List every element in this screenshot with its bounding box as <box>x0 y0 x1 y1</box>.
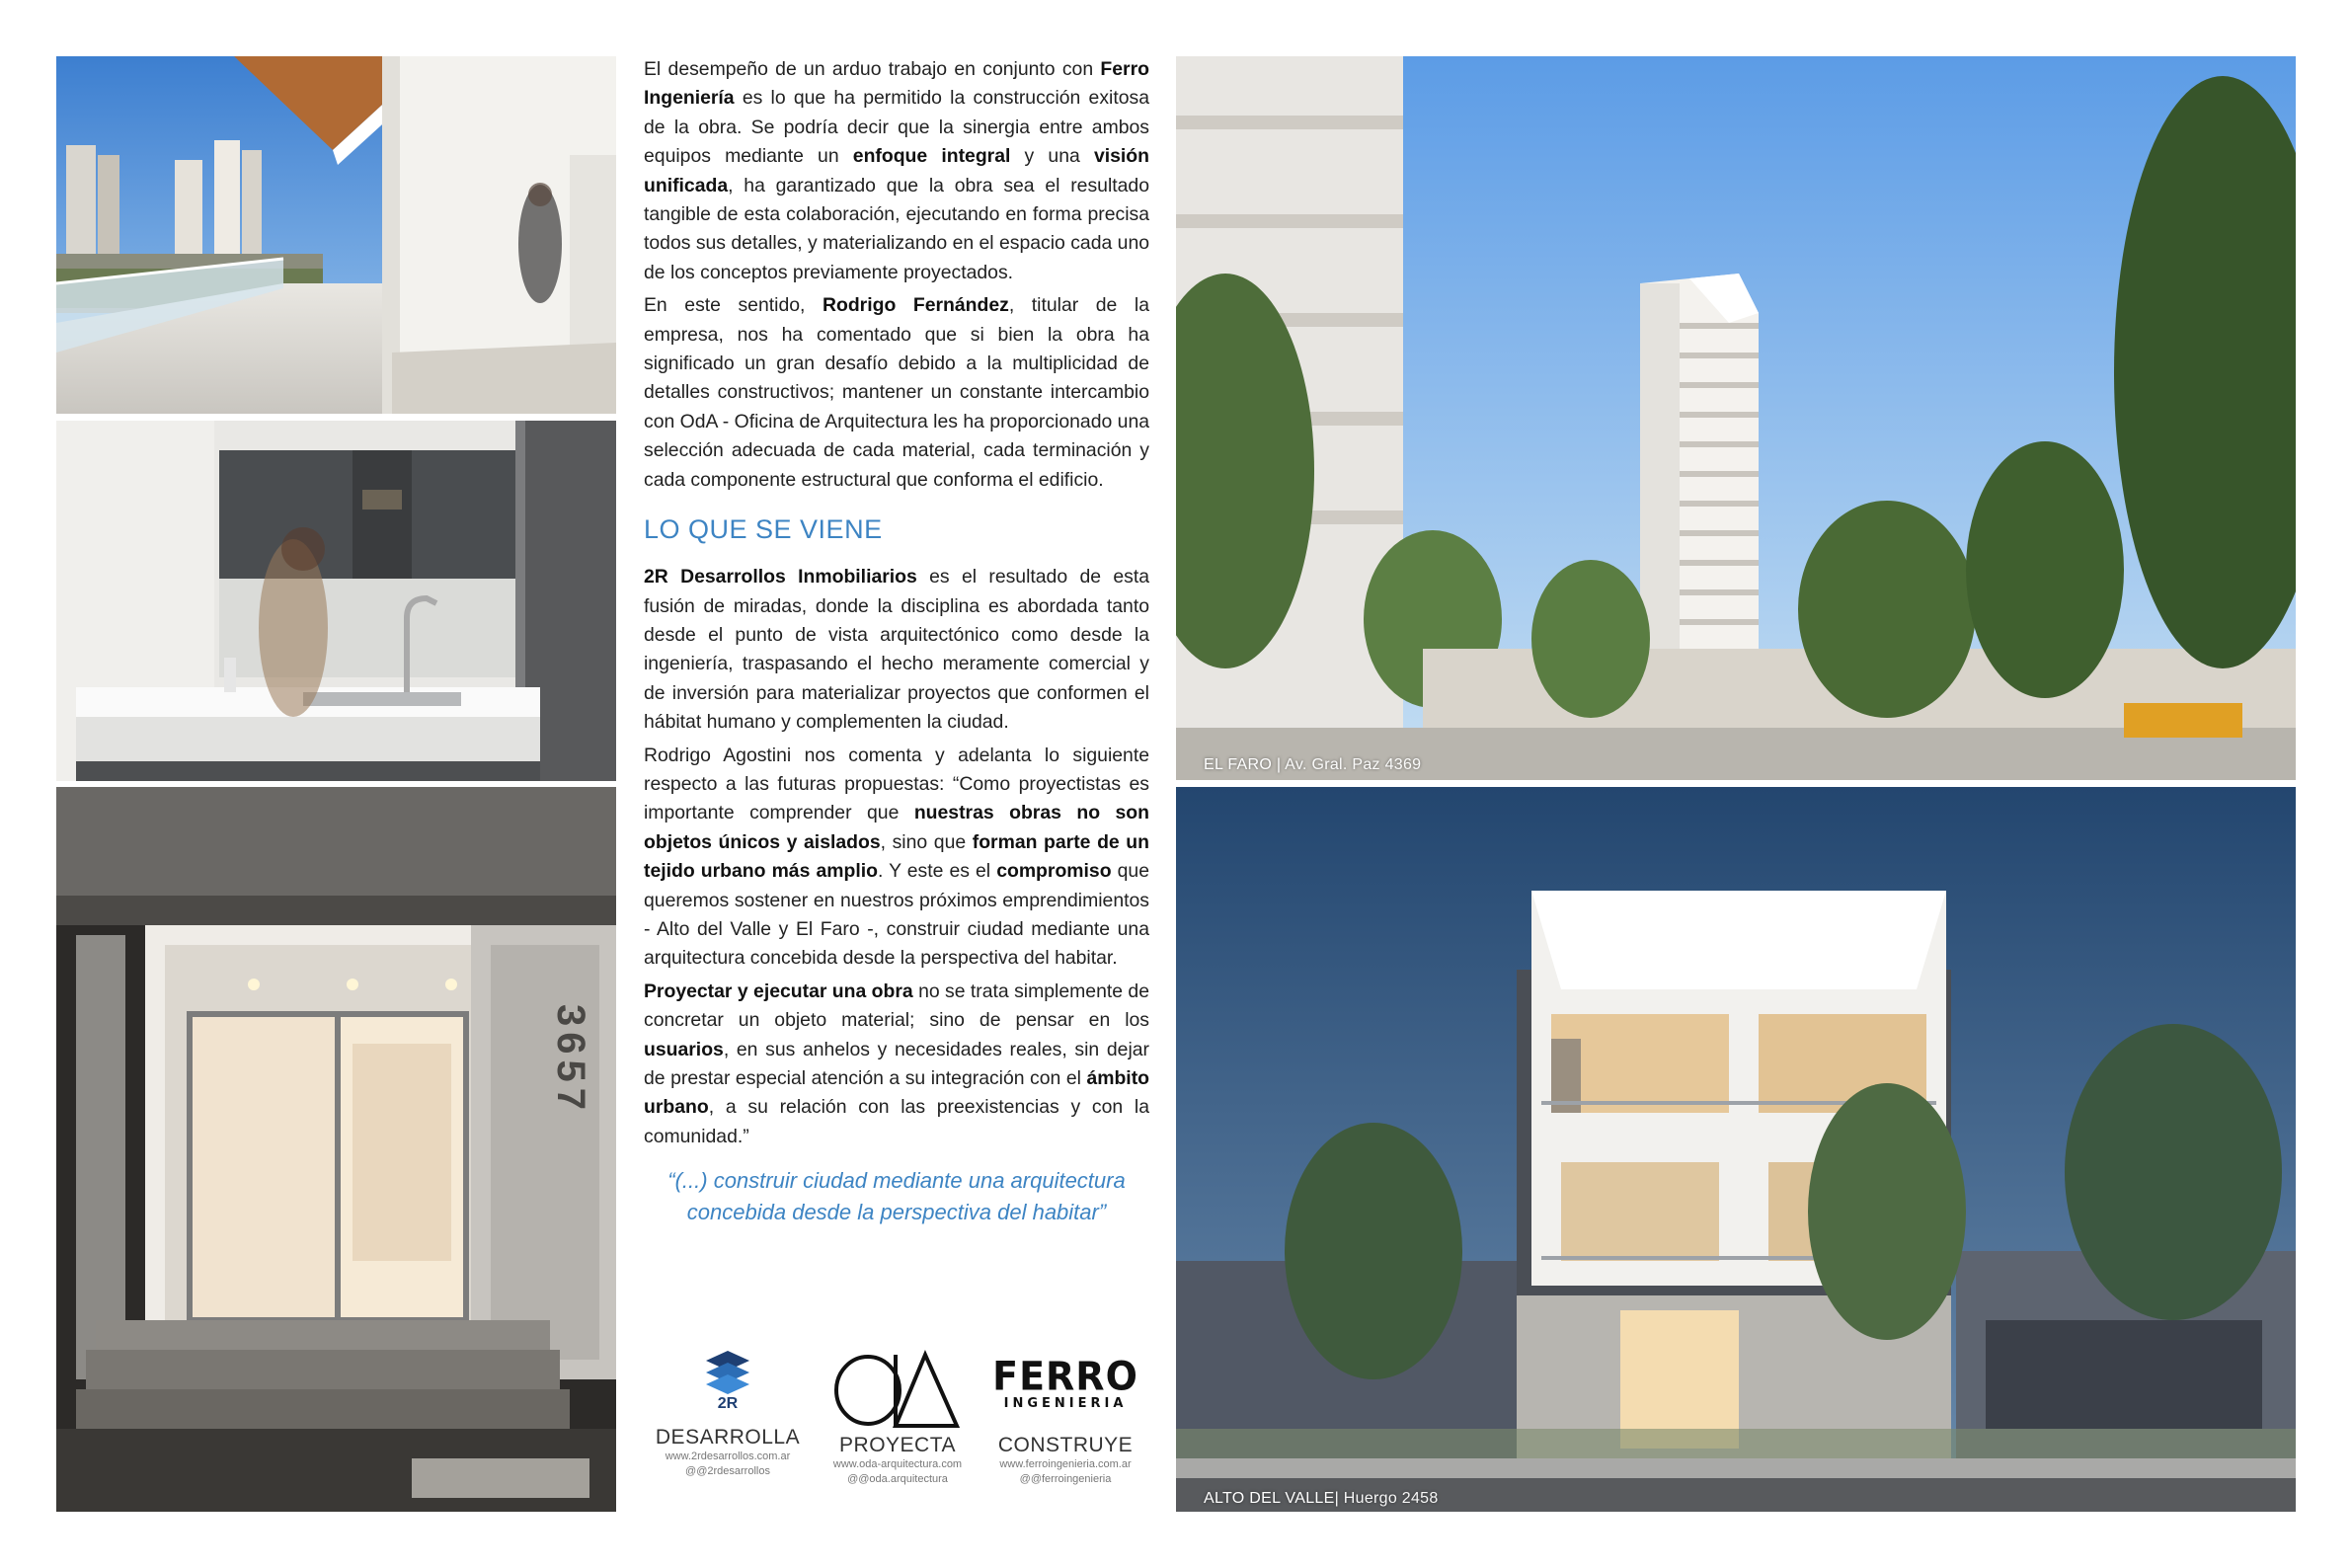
photo-el-faro <box>1176 56 2296 780</box>
text-run: , sino que <box>880 830 973 853</box>
text-run: , titular de la empresa, nos ha comentado que si bien la obra ha significado un gran desafío debido a la multiplicidad de detalles constructivos; mantener un constante intercambio con OdA - Oficina de Arquitectura les ha proporcionado una selección adecuada de cada material, cada terminación y cada componente estructural que conforma el edificio. <box>644 294 1150 491</box>
building-number: 3657 <box>549 1004 592 1116</box>
logo-2r-label: DESARROLLA <box>655 1426 801 1449</box>
paragraph-5 <box>644 978 1149 1151</box>
logo-ferro-block <box>981 1349 1149 1487</box>
logo-oda-web[interactable]: www.oda-arquitectura.com <box>832 1458 963 1470</box>
logo-ferro-label: CONSTRUYE <box>997 1434 1134 1456</box>
logo-ferro-web[interactable]: www.ferroingenieria.com.ar <box>999 1458 1132 1470</box>
text-run: En este sentido, <box>644 294 823 317</box>
bold-run: forman parte de un tejido urbano más amplio <box>644 830 1149 883</box>
logo-oda-label: PROYECTA <box>839 1434 956 1456</box>
ferro-logo-icon: FERRO INGENIERIA <box>992 1353 1138 1411</box>
text-run: , a su relación con las preexistencias y con la comunidad.” <box>644 1096 1149 1147</box>
logo-2r-web[interactable]: www.2rdesarrollos.com.ar <box>665 1450 791 1462</box>
bold-run: Ferro Ingeniería <box>644 58 1149 110</box>
logo-2r-social[interactable]: @@2rdesarrollos <box>685 1465 770 1477</box>
photo-balcony <box>56 56 616 414</box>
text-run: . Y este es el <box>877 860 997 883</box>
text-run: no se trata simplemente de concretar un objeto material; sino de pensar en los <box>644 980 1149 1032</box>
photo-entrance <box>56 787 616 1512</box>
text-run: El desempeño de un arduo trabajo en conjunto con <box>644 58 1101 80</box>
paragraph-2 <box>644 291 1149 495</box>
logo-oda-social[interactable]: @@oda.arquitectura <box>847 1473 948 1485</box>
2r-logo-icon <box>704 1349 751 1412</box>
photo-kitchen <box>56 421 616 781</box>
text-run: , en sus anhelos y necesidades reales, sin dejar de prestar especial atención a su integración con el <box>644 1038 1149 1089</box>
pull-quote: “(...) construir ciudad mediante una arquitectura concebida desde la perspectiva del habitar” <box>667 1168 1126 1225</box>
bold-run: 2R Desarrollos Inmobiliarios <box>644 566 917 588</box>
logo-ferro-social[interactable]: @@ferroingenieria <box>1019 1473 1112 1485</box>
bold-run: Rodrigo Fernández <box>822 294 1009 317</box>
caption-alto-del-valle: ALTO DEL VALLE| Huergo 2458 <box>1204 1490 1439 1507</box>
text-run: que queremos sostener en nuestros próximos emprendimientos - Alto del Valle y El Faro -, construir ciudad mediante una arquitectura concebida desde la perspectiva del habitar. <box>644 860 1149 970</box>
section-title: LO QUE SE VIENE <box>644 514 883 545</box>
text-run: y una <box>1010 145 1094 168</box>
svg-text:2R: 2R <box>717 1395 739 1412</box>
text-run: es lo que ha permitido la construcción exitosa de la obra. Se podría decir que la sinergia entre ambos equipos mediante un <box>644 87 1149 168</box>
oda-logo-icon <box>828 1349 967 1428</box>
text-run: es el resultado de esta fusión de miradas, donde la disciplina es abordada tanto desde el punto de vista arquitectónico como desde la ingeniería, traspasando el hecho meramente comercial y de inversión para materializar proyectos que conformen el hábitat humano y complementen la ciudad. <box>644 566 1149 734</box>
caption-el-faro: EL FARO | Av. Gral. Paz 4369 <box>1204 756 1422 773</box>
paragraph-3 <box>644 563 1149 737</box>
logo-row <box>644 1349 1149 1527</box>
logo-oda-block <box>814 1349 981 1487</box>
paragraph-4 <box>644 742 1149 974</box>
bold-run: compromiso <box>996 860 1112 883</box>
bold-run: visión unificada <box>644 145 1149 196</box>
bold-run: nuestras obras no son objetos únicos y aislados <box>644 802 1149 853</box>
bold-run: enfoque integral <box>852 145 1011 168</box>
paragraph-1 <box>644 55 1149 287</box>
bold-run: Proyectar y ejecutar una obra <box>644 980 913 1002</box>
text-run: , ha garantizado que la obra sea el resultado tangible de esta colaboración, ejecutando en forma precisa todos sus detalles, y materializando en el espacio cada uno de los conceptos previamente proyectados. <box>644 174 1150 283</box>
logo-2r-block <box>644 1349 812 1479</box>
text-run: Rodrigo Agostini nos comenta y adelanta lo siguiente respecto a las futuras propuestas: “Como proyectistas es importante comprender que <box>644 744 1149 824</box>
bold-run: ámbito urbano <box>644 1067 1149 1119</box>
photo-alto-del-valle <box>1176 787 2296 1512</box>
article-text-column <box>644 55 1149 1517</box>
bold-run: usuarios <box>644 1038 724 1060</box>
